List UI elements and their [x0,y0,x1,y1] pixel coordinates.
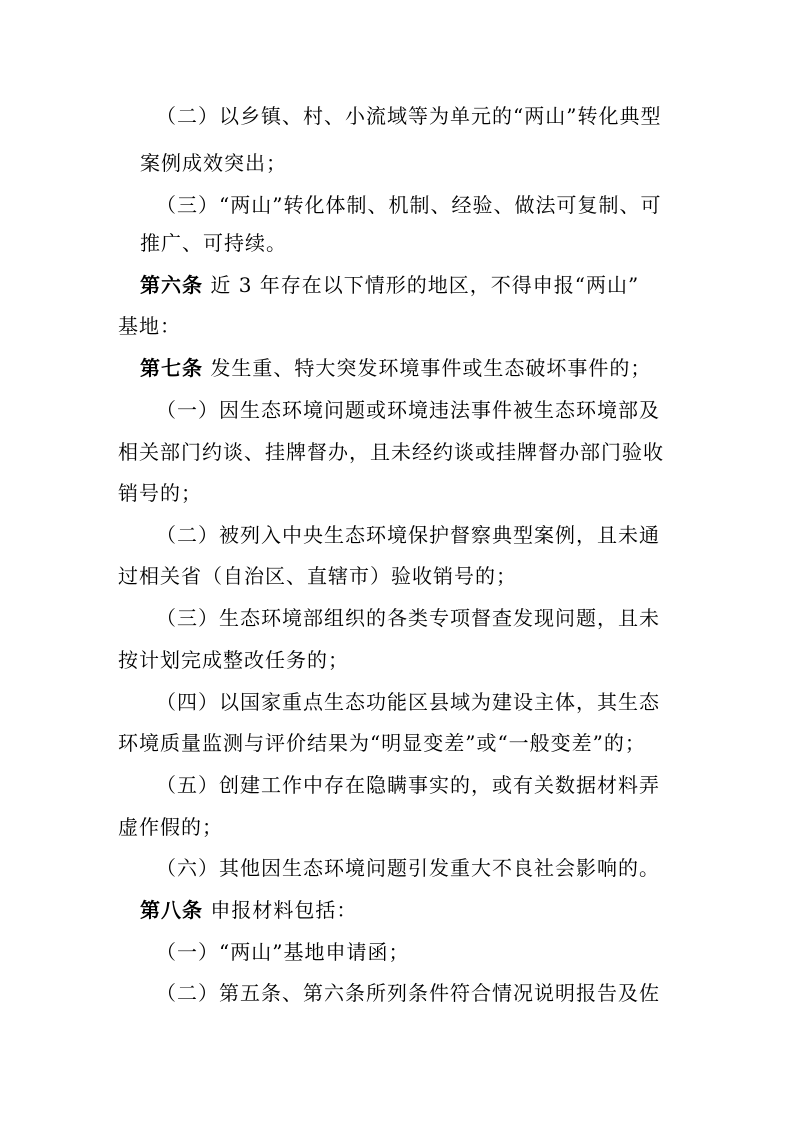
article-heading: 第七条 [140,356,203,380]
line-text: 近 3 年存在以下情形的地区，不得申报“两山” [210,273,640,297]
text-line [0,773,793,797]
text-line [0,606,793,630]
line-text: 相关部门约谈、挂牌督办，且未经约谈或挂牌督办部门验收 [118,440,664,464]
text-line [0,648,793,672]
line-text: 过相关省（自治区、直辖市）验收销号的； [118,564,517,588]
article-line [0,356,793,380]
text-line [0,981,793,1005]
line-text: （五）创建工作中存在隐瞒事实的，或有关数据材料弄 [156,773,660,797]
text-line [0,481,793,505]
text-line [0,856,793,880]
article-line [0,273,793,297]
article-line [0,898,793,922]
text-line [0,564,793,588]
text-line [0,815,793,839]
line-text: （二）以乡镇、村、小流域等为单元的“两山”转化典型 [156,104,662,128]
line-text: 案例成效突出； [140,151,287,175]
line-text: （六）其他因生态环境问题引发重大不良社会影响的。 [156,856,660,880]
line-text: （三）“两山”转化体制、机制、经验、做法可复制、可 [156,193,662,217]
text-line [0,104,793,128]
line-text: 申报材料包括： [210,898,358,922]
line-text: （一）因生态环境问题或环境违法事件被生态环境部及 [156,398,660,422]
line-text: 发生重、特大突发环境事件或生态破坏事件的； [210,356,652,380]
text-line [0,940,793,964]
line-text: （二）被列入中央生态环境保护督察典型案例，且未通 [156,523,660,547]
text-line [0,314,793,338]
line-text: （四）以国家重点生态功能区县域为建设主体，其生态 [156,690,660,714]
line-text: 推广、可持续。 [140,231,287,255]
text-line [0,231,793,255]
text-line [0,193,793,217]
line-text: 基地： [118,314,181,338]
text-line [0,440,793,464]
text-line [0,523,793,547]
text-line [0,731,793,755]
text-line [0,398,793,422]
line-text: 按计划完成整改任务的； [118,648,349,672]
line-text: 虚作假的； [118,815,223,839]
line-text: 环境质量监测与评价结果为“明显变差”或“一般变差”的； [118,731,646,755]
line-text: （二）第五条、第六条所列条件符合情况说明报告及佐 [156,981,660,1005]
text-line [0,151,793,175]
line-text: 销号的； [118,481,202,505]
article-heading: 第六条 [140,273,203,297]
article-heading: 第八条 [140,898,203,922]
text-line [0,690,793,714]
line-text: （三）生态环境部组织的各类专项督查发现问题，且未 [156,606,660,630]
line-text: （一）“两山”基地申请函； [156,940,410,964]
